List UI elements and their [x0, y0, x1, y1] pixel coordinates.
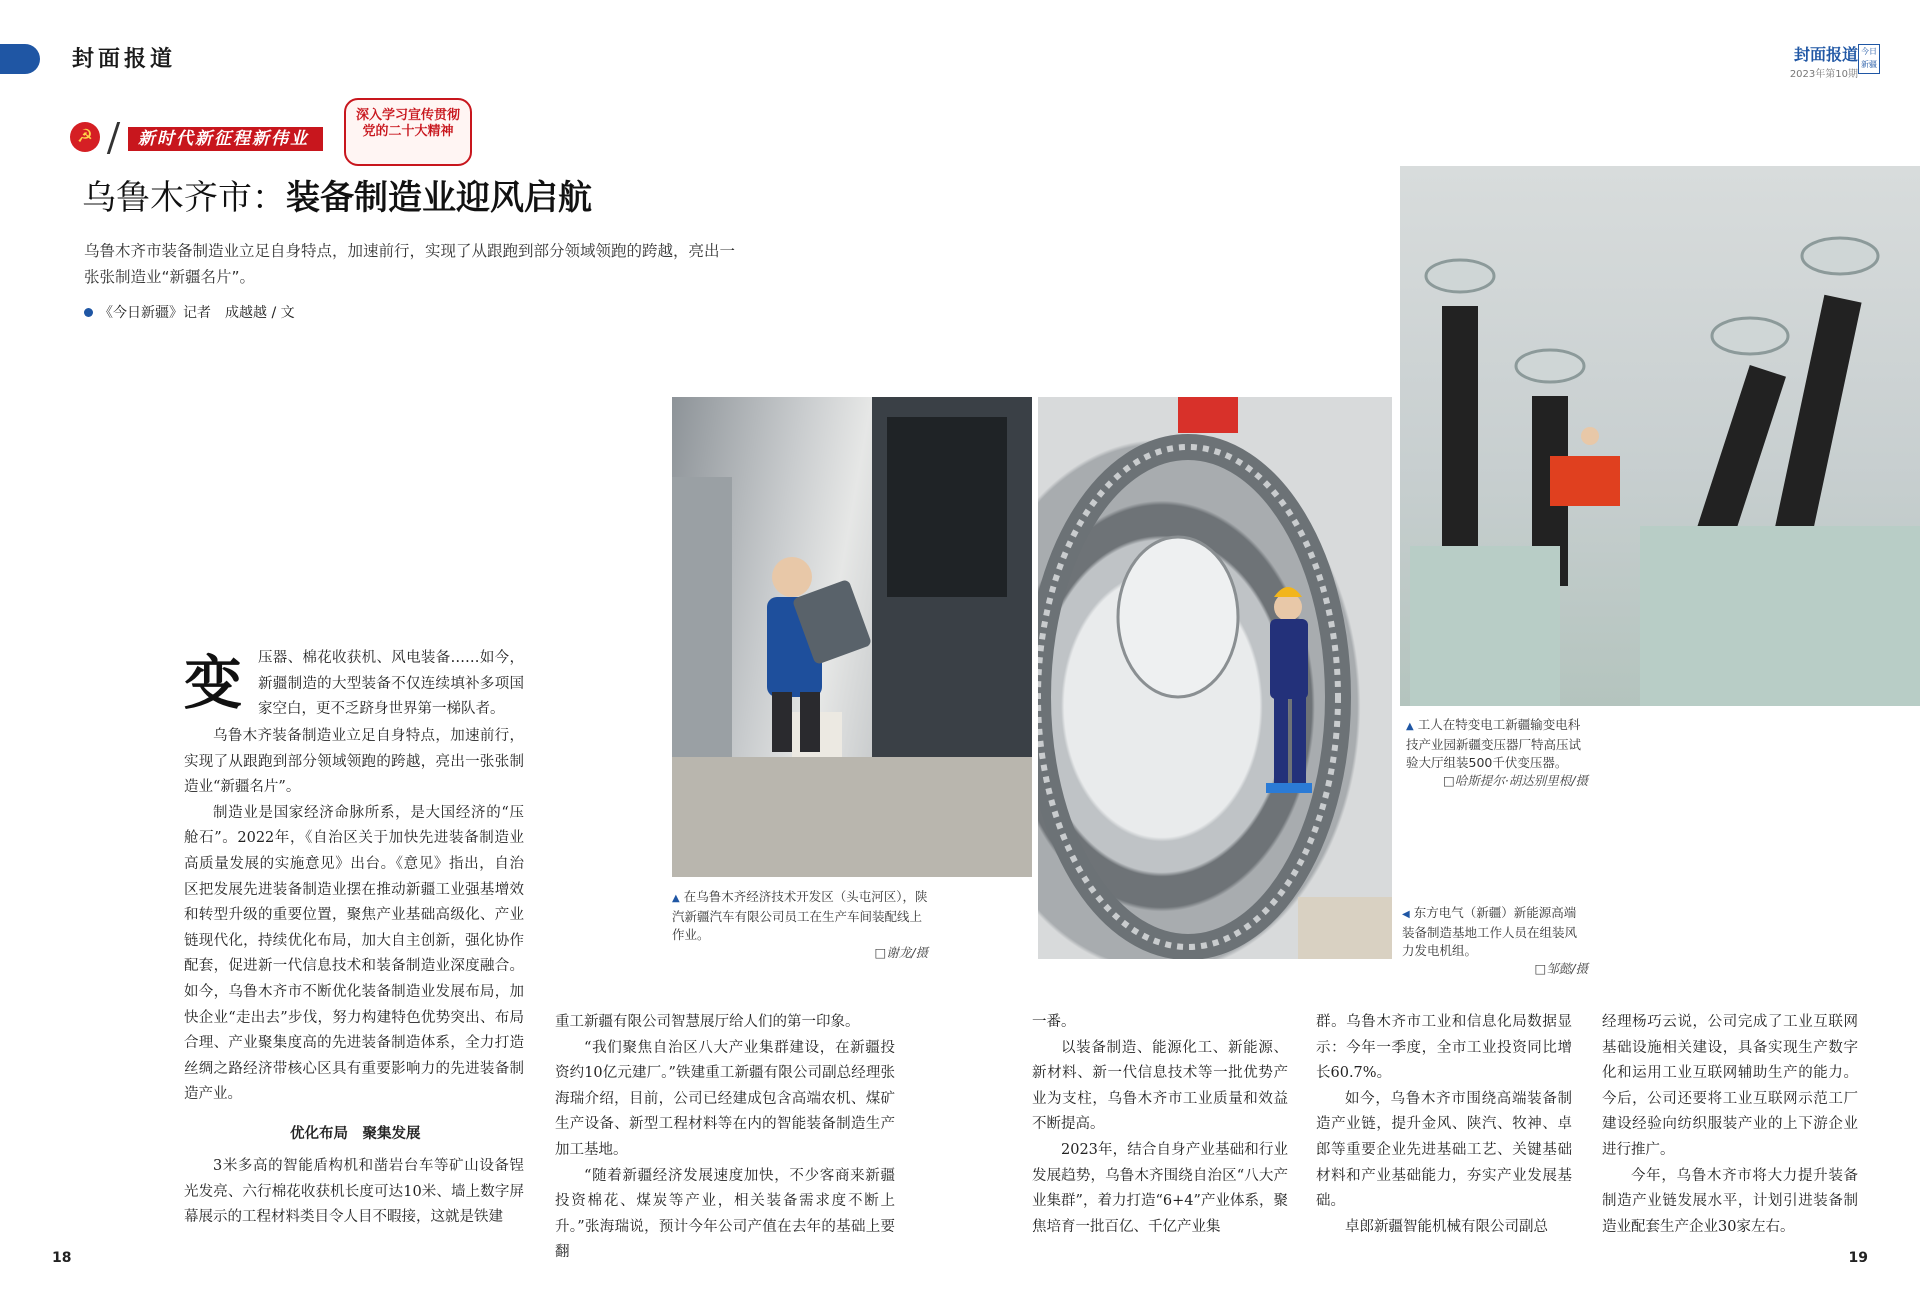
title-prefix: 乌鲁木齐市： [82, 178, 286, 218]
section-tab [0, 44, 40, 74]
paragraph: 以装备制造、能源化工、新能源、新材料、新一代信息技术等一批优势产业为支柱，乌鲁木齐市工业质量和效益不断提高。 [1032, 1039, 1288, 1133]
article-title [82, 170, 592, 219]
body-column-5 [1602, 1010, 1858, 1240]
paragraph: 压器、棉花收获机、风电装备……如今，新疆制造的大型装备不仅连续填补多项国家空白，更不乏跻身世界第一梯队者。 [258, 650, 524, 718]
caption-wind-text: 东方电气（新疆）新能源高端装备制造基地工作人员在组装风力发电机组。 [1402, 905, 1578, 958]
photo-wind-turbine [1038, 397, 1392, 959]
section-header-right [1790, 42, 1858, 80]
section-title-right: 封面报道 [1793, 45, 1858, 64]
body-column-1-top [258, 646, 524, 723]
caption-arrow-icon: ▲ [672, 893, 680, 904]
paragraph: “随着新疆经济发展速度加快，不少客商来新疆投资棉花、煤炭等产业，相关装备需求度不断上升。”张海瑞说，预计今年公司产值在去年的基础上要翻 [555, 1167, 895, 1261]
body-column-4 [1316, 1010, 1572, 1240]
photo-transformer [1400, 166, 1920, 706]
page-number-left: 18 [52, 1250, 72, 1266]
caption-wind [1402, 904, 1588, 978]
study-badge-text: 深入学习宣传贯彻党的二十大精神 [356, 108, 461, 139]
caption-transformer-credit: □哈斯提尔·胡达别里根/摄 [1443, 773, 1588, 788]
magazine-logo: 今日新疆 [1858, 44, 1880, 74]
paragraph: 2023年，结合自身产业基础和行业发展趋势，乌鲁木齐围绕自治区“八大产业集群”，着力打造“6+4”产业体系，聚焦培育一批百亿、千亿产业集 [1032, 1141, 1288, 1235]
page-number-right: 19 [1848, 1250, 1868, 1266]
banner-divider [107, 122, 120, 154]
article-lead: 乌鲁木齐市装备制造业立足自身特点，加速前行，实现了从跟跑到部分领域领跑的跨越，亮出一张张制造业“新疆名片”。 [84, 242, 736, 286]
caption-transformer-text: 工人在特变电工新疆输变电科技产业园新疆变压器厂特高压试验大厅组装500千伏变压器。 [1406, 717, 1582, 770]
paragraph: 经理杨巧云说，公司完成了工业互联网基础设施相关建设，具备实现生产数字化和运用工业互联网辅助生产的能力。今后，公司还要将工业互联网示范工厂建设经验向纺织服装产业的上下游企业进行推广。 [1602, 1014, 1858, 1158]
caption-bus [672, 888, 928, 962]
paragraph: 今年，乌鲁木齐市将大力提升装备制造产业链发展水平，计划引进装备制造业配套生产企业30家左右。 [1602, 1167, 1858, 1235]
paragraph: 乌鲁木齐装备制造业立足自身特点，加速前行，实现了从跟跑到部分领域领跑的跨越，亮出一张张制造业“新疆名片”。 [184, 728, 524, 796]
paragraph: 一番。 [1032, 1014, 1076, 1030]
paragraph: “我们聚焦自治区八大产业集群建设，在新疆投资约10亿元建厂。”铁建重工新疆有限公司副总经理张海瑞介绍，目前，公司已经建成包含高端农机、煤矿生产设备、新型工程材料等在内的智能装备制造生产加工基地。 [555, 1039, 895, 1158]
party-emblem-icon: ☭ [70, 122, 100, 152]
bullet-icon [84, 308, 93, 317]
paragraph: 群。乌鲁木齐市工业和信息化局数据显示：今年一季度，全市工业投资同比增长60.7%。 [1316, 1014, 1572, 1082]
paragraph: 卓郎新疆智能机械有限公司副总 [1345, 1218, 1548, 1235]
paragraph: 重工新疆有限公司智慧展厅给人们的第一印象。 [555, 1014, 860, 1030]
drop-cap: 变 [184, 649, 243, 717]
paragraph: 如今，乌鲁木齐市围绕高端装备制造产业链，提升金风、陕汽、牧神、卓郎等重要企业先进基础工艺、关键基础材料和产业基础能力，夯实产业发展基础。 [1316, 1090, 1572, 1210]
body-column-1-bottom [184, 1154, 524, 1231]
paragraph: 制造业是国家经济命脉所系，是大国经济的“压舱石”。2022年，《自治区关于加快先进装备制造业高质量发展的实施意见》出台。《意见》指出，自治区把发展先进装备制造业摆在推动新疆工业强基增效和转型升级的重要位置，聚焦产业基础高级化、产业链现代化，持续优化布局，加大自主创新，强化协作配套，促进新一代信息技术和装备制造业深度融合。如今，乌鲁木齐市不断优化装备制造业发展布局，加快企业“走出去”步伐，努力构建特色优势突出、布局合理、产业聚集度高的先进装备制造体系，全力打造丝绸之路经济带核心区具有重要影响力的先进装备制造产业。 [184, 804, 524, 1103]
photo-wind-drawing [1038, 397, 1392, 959]
caption-arrow-icon: ▲ [1406, 721, 1414, 732]
banner-slogan: 新时代新征程新伟业 [128, 127, 323, 151]
byline [84, 302, 295, 322]
paragraph: 3米多高的智能盾构机和凿岩台车等矿山设备锃光发亮、六行棉花收获机长度可达10米、墙上数字屏幕展示的工程材料类目令人目不暇接，这就是铁建 [184, 1158, 524, 1226]
photo-bus-drawing [672, 397, 1032, 877]
photo-bus-assembly [672, 397, 1032, 877]
caption-bus-credit: □谢龙/摄 [874, 945, 928, 960]
body-column-3 [1032, 1010, 1288, 1240]
photo-transformer-drawing [1400, 166, 1920, 706]
body-column-1 [184, 724, 524, 1108]
issue-number: 2023年第10期 [1789, 69, 1858, 80]
body-column-2 [555, 1010, 895, 1266]
section-subhead: 优化布局 聚集发展 [290, 1126, 421, 1142]
study-badge [344, 98, 472, 166]
section-title-left: 封面报道 [72, 46, 177, 72]
caption-bus-text: 在乌鲁木齐经济技术开发区（头屯河区），陕汽新疆汽车有限公司员工在生产车间装配线上作业。 [672, 889, 928, 942]
byline-text: 《今日新疆》记者 成越越 / 文 [99, 305, 295, 321]
caption-transformer [1406, 716, 1588, 790]
caption-arrow-icon: ◀ [1402, 909, 1410, 920]
caption-wind-credit: □邹懿/摄 [1534, 961, 1588, 976]
title-main: 装备制造业迎风启航 [286, 178, 592, 218]
